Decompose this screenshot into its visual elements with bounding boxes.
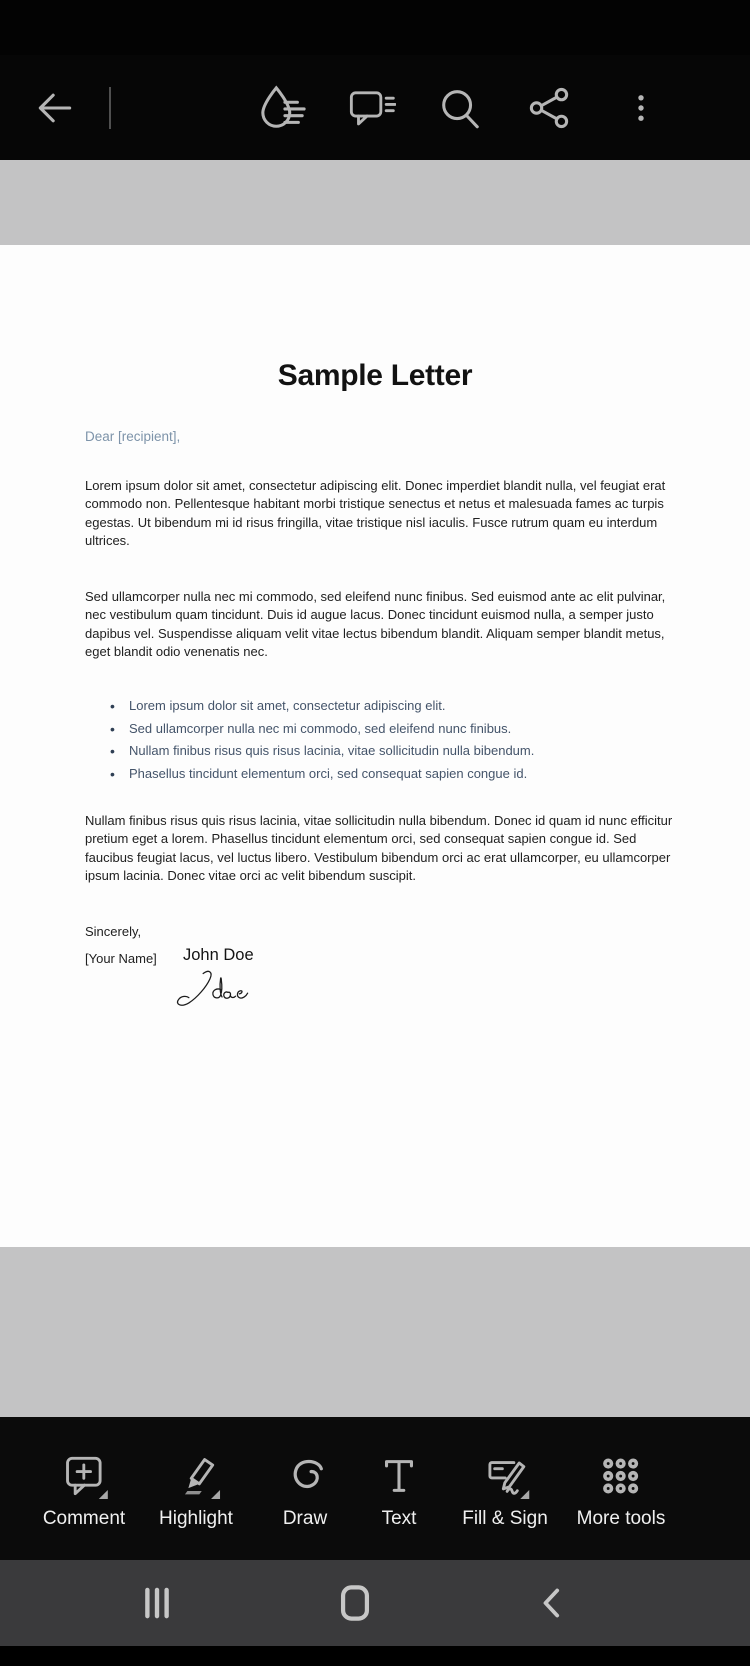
back-nav-icon[interactable] bbox=[533, 1583, 573, 1623]
submenu-triangle bbox=[99, 1490, 108, 1499]
viewer-gutter-top bbox=[0, 160, 750, 245]
tool-more-tools[interactable] bbox=[577, 1451, 666, 1530]
paragraph-2: Sed ullamcorper nulla nec mi commodo, sed eleifend nunc finibus. Sed euismod ante ac elit pulvinar, nec vestibulum quam tincidunt. Duis id augue lacus. Donec tincidunt euismod nulla, a semper justo dapibus vel. Suspendisse aliquam velit vitae lectus bibendum blandit. Aliquam semper blandit metus, eget blandit odio venenatis nec. bbox=[85, 589, 666, 659]
signed-name: John Doe bbox=[183, 946, 254, 964]
viewer-gutter-bottom bbox=[0, 1247, 750, 1417]
liquid-mode-icon[interactable] bbox=[256, 84, 310, 132]
tool-label: Draw bbox=[282, 1508, 328, 1529]
salutation: Dear [recipient], bbox=[85, 429, 181, 444]
overflow-menu-icon[interactable] bbox=[624, 86, 658, 130]
tool-label: Text bbox=[381, 1508, 417, 1529]
search-icon[interactable] bbox=[437, 85, 483, 131]
paragraph-1: Lorem ipsum dolor sit amet, consectetur adipiscing elit. Donec imperdiet blandit nulla, vel feugiat erat commodo non. Pellentesque habitant morbi tristique senectus et netus et malesuada fames ac turpis egestas. Ut bibendum mi id risus fringilla, vitae tristique nisl iaculis. Fusce rutrum quam eu interdum ultrices. bbox=[85, 478, 666, 548]
name-placeholder: [Your Name] bbox=[85, 951, 157, 966]
document-title: Sample Letter bbox=[277, 359, 473, 392]
more-tools-grid-icon bbox=[596, 1451, 646, 1501]
tool-highlight[interactable] bbox=[159, 1451, 233, 1530]
bottom-black-strip bbox=[0, 1646, 750, 1666]
text-icon bbox=[374, 1451, 424, 1501]
tool-comment[interactable] bbox=[43, 1451, 125, 1530]
tool-fill-sign[interactable] bbox=[462, 1451, 548, 1530]
android-nav-bar bbox=[0, 1560, 750, 1646]
bullet-item: • Phasellus tincidunt elementum orci, sed consequat sapien congue id. bbox=[85, 765, 670, 783]
bullet-item: • Nullam finibus risus quis risus lacinia, vitae sollicitudin nulla bibendum. bbox=[85, 742, 670, 760]
tool-draw[interactable] bbox=[280, 1451, 330, 1530]
tool-text[interactable] bbox=[374, 1451, 424, 1530]
fill-sign-icon bbox=[480, 1451, 530, 1501]
comment-add-icon bbox=[59, 1451, 109, 1501]
closing: Sincerely, bbox=[85, 924, 142, 939]
status-bar bbox=[0, 0, 750, 55]
document-page[interactable] bbox=[0, 245, 750, 1247]
tool-label: More tools bbox=[576, 1508, 666, 1529]
home-icon[interactable] bbox=[333, 1581, 377, 1625]
submenu-triangle bbox=[211, 1490, 220, 1499]
submenu-triangle bbox=[520, 1490, 529, 1499]
signature-scribble bbox=[170, 967, 268, 1011]
bottom-toolbar bbox=[0, 1417, 750, 1560]
tool-label: Comment bbox=[42, 1508, 126, 1529]
toolbar-divider bbox=[109, 87, 111, 129]
comments-icon[interactable] bbox=[346, 85, 396, 131]
draw-scribble-icon bbox=[280, 1451, 330, 1501]
bullet-list bbox=[85, 697, 670, 787]
back-arrow-icon[interactable] bbox=[33, 86, 77, 130]
recents-icon[interactable] bbox=[136, 1582, 178, 1624]
top-toolbar bbox=[0, 55, 750, 160]
tool-label: Fill & Sign bbox=[462, 1508, 548, 1529]
tool-label: Highlight bbox=[159, 1508, 233, 1529]
bullet-item: • Lorem ipsum dolor sit amet, consectetur adipiscing elit. bbox=[85, 697, 670, 715]
bullet-item: • Sed ullamcorper nulla nec mi commodo, sed eleifend nunc finibus. bbox=[85, 720, 670, 738]
paragraph-3: Nullam finibus risus quis risus lacinia, vitae sollicitudin nulla bibendum. Donec id quam id nunc efficitur pretium eget a lorem. Phasellus tincidunt elementum orci, sed consequat sapien congue id. Sed faucibus feugiat lacus, vel luctus libero. Vestibulum bibendum orci ac erat ullamcorper, eu ullamcorper ipsum lacinia. Donec vitae orci ac velit bibendum suscipit. bbox=[85, 813, 673, 883]
highlighter-icon bbox=[171, 1451, 221, 1501]
share-icon[interactable] bbox=[526, 85, 572, 131]
